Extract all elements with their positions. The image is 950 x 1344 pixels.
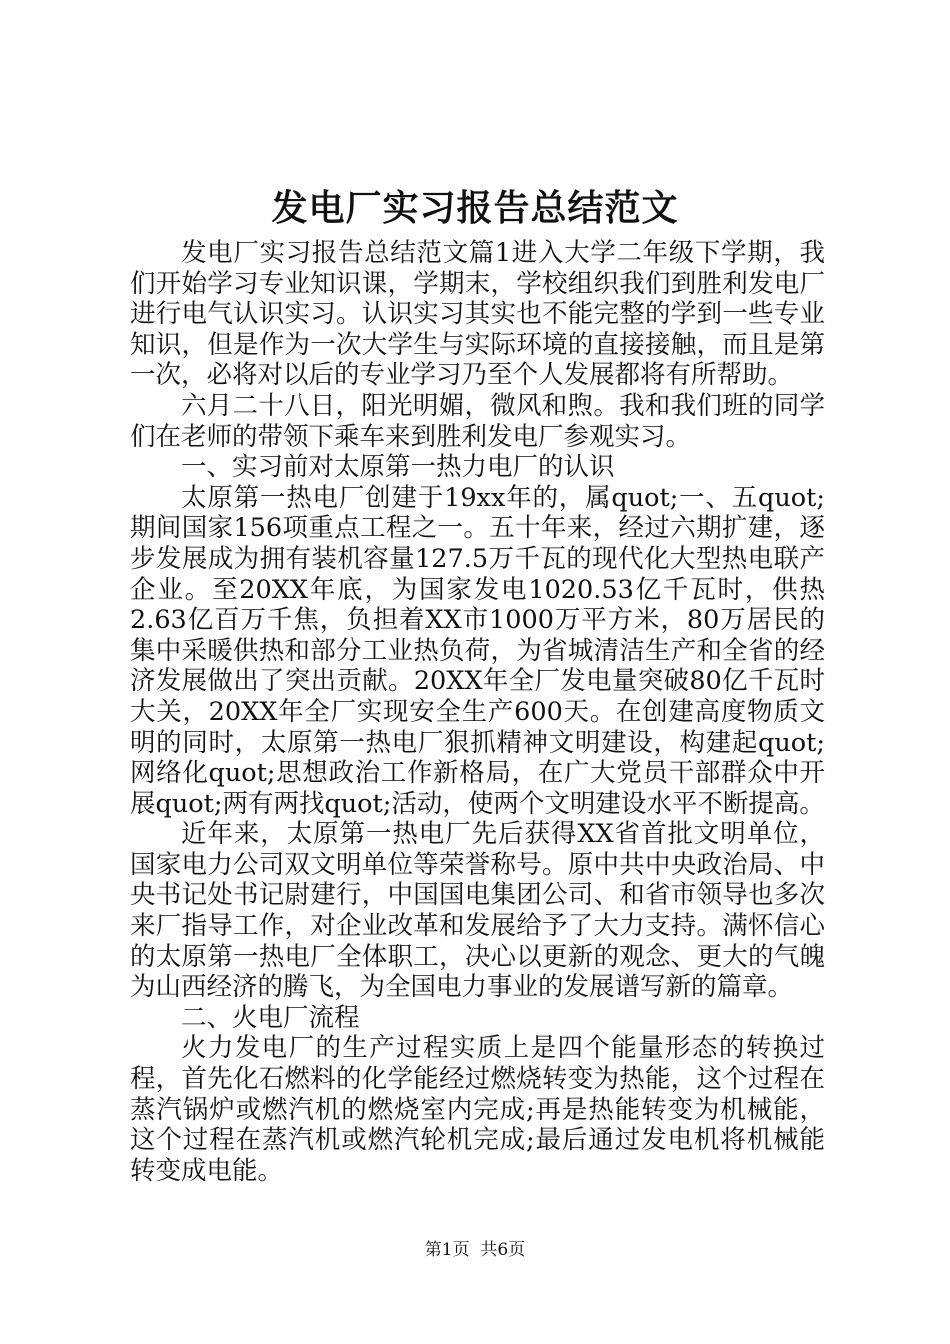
footer-spacer <box>470 1240 481 1260</box>
section-heading-1: 一、实习前对太原第一热力电厂的认识 <box>181 452 615 483</box>
paragraph-process: 火力发电厂的生产过程实质上是四个能量形态的转换过程，首先化石燃料的化学能经过燃烧转变为热能，这个过程在蒸汽锅炉或燃汽机的燃烧室内完成;再是热能转变为机械能，这个过程在蒸汽机或燃汽轮机完成;最后通过发电机将机械能转变成电能。 <box>130 1033 825 1186</box>
section-heading-2: 二、火电厂流程 <box>181 1002 360 1033</box>
page-footer <box>0 1238 950 1262</box>
paragraph-honors: 近年来，太原第一热电厂先后获得XX省首批文明单位，国家电力公司双文明单位等荣誉称号。原中共中央政治局、中央书记处书记尉建行，中国国电集团公司、和省市领导也多次来厂指导工作，对企业改革和发展给予了大力支持。满怀信心的太原第一热电厂全体职工，决心以更新的观念、更大的气魄为山西经济的腾飞，为全国电力事业的发展谱写新的篇章。 <box>130 819 825 1003</box>
page-total: 共6页 <box>480 1240 526 1260</box>
document-body <box>130 238 825 1186</box>
page-number: 第1页 <box>424 1240 470 1260</box>
document-title: 发电厂实习报告总结范文 <box>271 187 679 229</box>
paragraph-intro: 发电厂实习报告总结范文篇1进入大学二年级下学期，我们开始学习专业知识课，学期末，学校组织我们到胜利发电厂进行电气认识实习。认识实习其实也不能完整的学到一些专业知识，但是作为一次大学生与实际环境的直接接触，而且是第一次，必将对以后的专业学习乃至个人发展都将有所帮助。 <box>130 238 825 391</box>
paragraph-visit: 六月二十八日，阳光明媚，微风和煦。我和我们班的同学们在老师的带领下乘车来到胜利发电厂参观实习。 <box>130 390 825 452</box>
paragraph-plant-history: 太原第一热电厂创建于19xx年的，属quot;一、五quot;期间国家156项重点工程之一。五十年来，经过六期扩建，逐步发展成为拥有装机容量127.5万千瓦的现代化大型热电联产企业。至20XX年底，为国家发电1020.53亿千瓦时，供热2.63亿百万千焦，负担着XX市1000万平方米，80万居民的集中采暖供热和部分工业热负荷，为省城清洁生产和全省的经济发展做出了突出贡献。20XX年全厂发电量突破80亿千瓦时大关，20XX年全厂实现安全生产600天。在创建高度物质文明的同时，太原第一热电厂狠抓精神文明建设，构建起quot;网络化quot;思想政治工作新格局，在广大党员干部群众中开展quot;两有两找quot;活动，使两个文明建设水平不断提高。 <box>130 482 825 819</box>
